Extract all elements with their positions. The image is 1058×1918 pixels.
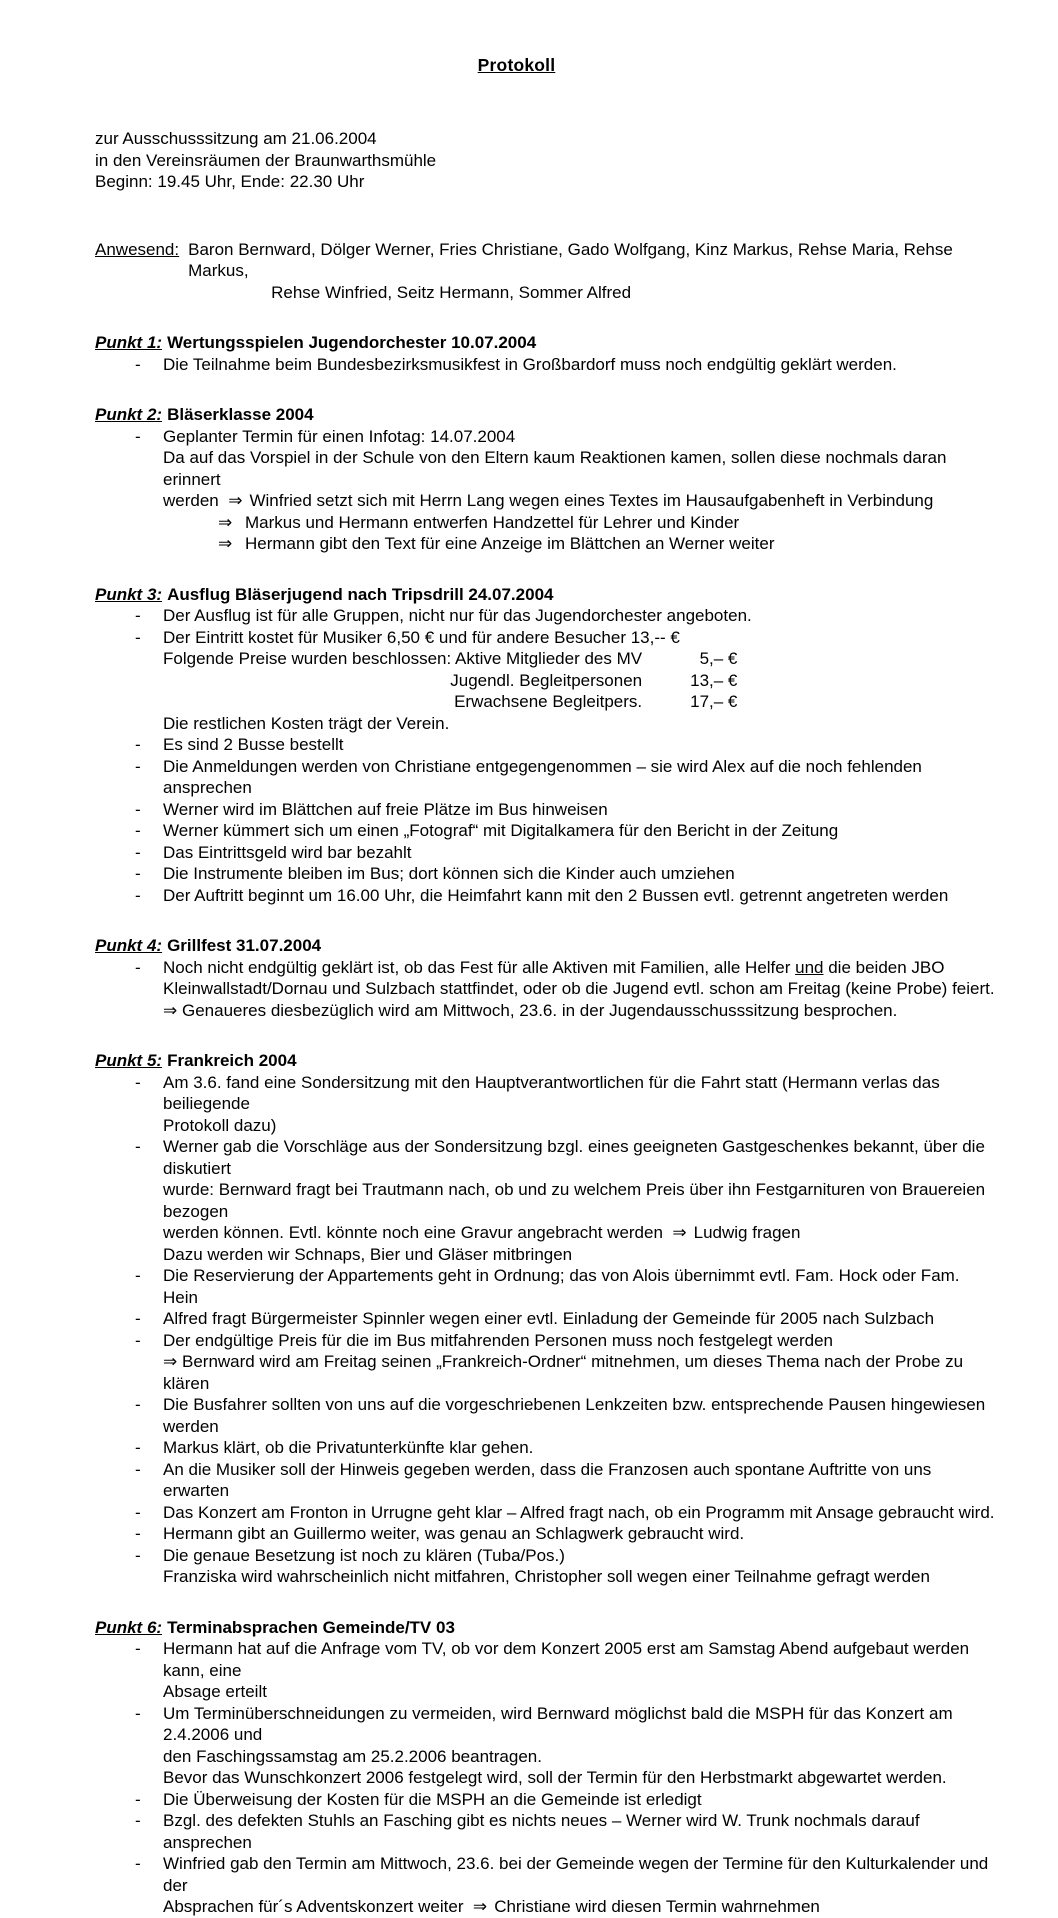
list-item-text: Der Ausflug ist für alle Gruppen, nicht nur für das Jugendorchester angeboten.	[163, 606, 752, 625]
page-title-text: Protokoll	[477, 55, 556, 75]
list-item	[95, 820, 998, 842]
arrow-text: Genaueres diesbezüglich wird am Mittwoch, 23.6. in der Jugendausschusssitzung besprochen.	[181, 1000, 898, 1020]
list-item-text: Werner gab die Vorschläge aus der Sondersitzung bzgl. eines geeigneten Gastgeschenkes bekannt, über die diskutiert	[163, 1137, 985, 1178]
list-item	[95, 354, 998, 376]
list-item-text: Die Teilnahme beim Bundesbezirksmusikfest in Großbardorf muss noch endgültig geklärt werden.	[163, 354, 897, 374]
list-item-continuation: Kleinwallstadt/Dornau und Sulzbach stattfindet, oder ob die Jugend evtl. schon am Freitag (keine Probe) feiert.	[163, 979, 995, 998]
list-item	[95, 605, 998, 627]
double-arrow-icon: ⇒	[218, 491, 243, 510]
section-punkt-label: Punkt 6:	[95, 1617, 163, 1637]
list-item	[95, 756, 998, 799]
list-item	[95, 1502, 998, 1524]
list-item-text: Der Eintritt kostet für Musiker 6,50 € und für andere Besucher 13,-- €	[163, 627, 680, 647]
price-lead-text: Folgende Preise wurden beschlossen:	[163, 649, 452, 668]
list-item-text: Das Eintrittsgeld wird bar bezahlt	[163, 842, 412, 862]
list-item	[95, 1459, 998, 1502]
arrow-item-text: Hermann gibt den Text für eine Anzeige im Blättchen an Werner weiter	[245, 534, 775, 553]
list-item	[95, 1136, 998, 1265]
list-item	[95, 627, 998, 735]
price-amount: 5,– €	[699, 649, 738, 668]
list-item	[95, 1545, 998, 1588]
list-item-text: Bzgl. des defekten Stuhls an Fasching gibt es nichts neues – Werner wird W. Trunk nochmals darauf ansprechen	[163, 1811, 920, 1852]
section-heading-text: Grillfest 31.07.2004	[167, 936, 322, 955]
list-item-text: Am 3.6. fand eine Sondersitzung mit den Hauptverantwortlichen für die Fahrt statt (Hermann verlas das beiliegende	[163, 1072, 940, 1113]
table-row	[163, 670, 737, 692]
section-items	[95, 605, 998, 906]
list-item-continuation: Franziska wird wahrscheinlich nicht mitfahren, Christopher soll wegen einer Teilnahme gefragt werden	[163, 1567, 930, 1586]
list-item-arrow-line	[163, 1351, 998, 1394]
list-item-arrow-line	[163, 490, 998, 512]
list-item	[95, 1810, 998, 1853]
list-item-text: Die Reservierung der Appartements geht in Ordnung; das von Alois übernimmt evtl. Fam. Hock oder Fam. Hein	[163, 1266, 960, 1307]
list-item	[95, 957, 998, 1022]
list-item	[95, 1072, 998, 1137]
section-items	[95, 1638, 998, 1918]
price-amount: 13,– €	[690, 670, 738, 690]
attendees-line-1: Baron Bernward, Dölger Werner, Fries Christiane, Gado Wolfgang, Kinz Markus, Rehse Maria, Rehse Markus,	[188, 239, 953, 280]
double-arrow-icon: ⇒	[163, 1000, 178, 1020]
attendees-line-2: Rehse Winfried, Seitz Hermann, Sommer Alfred	[271, 282, 632, 302]
section-punkt-1	[95, 332, 998, 375]
table-row	[163, 648, 737, 670]
list-item-text: Die Anmeldungen werden von Christiane entgegengenommen – sie wird Alex auf die noch fehlenden ansprechen	[163, 756, 922, 797]
section-punkt-label: Punkt 2:	[95, 405, 163, 424]
list-item-continuation-2: Dazu werden wir Schnaps, Bier und Gläser mitbringen	[163, 1244, 573, 1264]
list-item-text: Hermann gibt an Guillermo weiter, was genau an Schlagwerk gebraucht wird.	[163, 1524, 745, 1543]
price-amount: 17,– €	[690, 692, 738, 711]
section-heading-text: Frankreich 2004	[167, 1051, 297, 1070]
arrow-item	[95, 533, 998, 555]
section-heading	[95, 404, 998, 426]
list-item	[95, 734, 998, 756]
list-item-continuation: Die restlichen Kosten trägt der Verein.	[163, 713, 450, 733]
section-punkt-label: Punkt 4:	[95, 936, 163, 955]
list-item-arrow-line	[163, 1896, 998, 1918]
list-item-text: Die Überweisung der Kosten für die MSPH an die Gemeinde ist erledigt	[163, 1789, 702, 1809]
double-arrow-icon: ⇒	[463, 1897, 488, 1916]
section-punkt-6	[95, 1617, 998, 1918]
arrow-prefix-text: werden	[163, 491, 219, 510]
list-item-text: Alfred fragt Bürgermeister Spinnler wegen einer evtl. Einladung der Gemeinde für 2005 nach Sulzbach	[163, 1309, 935, 1328]
section-punkt-4	[95, 935, 998, 1021]
section-heading-text: Ausflug Bläserjugend nach Tripsdrill 24.07.2004	[167, 584, 554, 604]
list-item-text: Werner kümmert sich um einen „Fotograf“ mit Digitalkamera für den Bericht in der Zeitung	[163, 821, 839, 840]
list-item	[95, 1523, 998, 1545]
arrow-prefix-text: werden können. Evtl. könnte noch eine Gravur angebracht werden	[163, 1223, 663, 1242]
section-heading	[95, 1617, 998, 1639]
list-item	[95, 1638, 998, 1703]
list-item-text: Der Auftritt beginnt um 16.00 Uhr, die Heimfahrt kann mit den 2 Bussen evtl. getrennt angetreten werden	[163, 885, 949, 905]
list-item-continuation: wurde: Bernward fragt bei Trautmann nach, ob und zu welchem Preis über ihn Festgarnituren von Brauereien bezogen	[163, 1180, 986, 1221]
meeting-location: in den Vereinsräumen der Braunwarthsmühle	[95, 150, 437, 170]
list-item-text: Der endgültige Preis für die im Bus mitfahrenden Personen muss noch festgelegt werden	[163, 1330, 833, 1350]
attendees-label: Anwesend:	[95, 239, 180, 259]
list-item-arrow-line	[163, 1222, 998, 1244]
price-table	[163, 648, 737, 713]
section-heading-text: Bläserklasse 2004	[167, 405, 314, 424]
section-punkt-2	[95, 404, 998, 555]
section-heading	[95, 332, 998, 354]
arrow-text: Ludwig fragen	[693, 1223, 801, 1242]
section-punkt-label: Punkt 1:	[95, 333, 163, 352]
section-heading	[95, 1050, 998, 1072]
list-item	[95, 1789, 998, 1811]
list-item-text-post: die beiden JBO	[823, 957, 945, 977]
list-item-text: An die Musiker soll der Hinweis gegeben werden, dass die Franzosen auch spontane Auftritte von uns erwarten	[163, 1459, 932, 1500]
list-item	[95, 885, 998, 907]
price-label-cell	[163, 648, 642, 670]
list-item-continuation: Absage erteilt	[163, 1682, 267, 1701]
list-item	[95, 426, 998, 512]
list-item-text-pre: Noch nicht endgültig geklärt ist, ob das Fest für alle Aktiven mit Familien, alle Helfer	[163, 957, 796, 977]
list-item-continuation: den Faschingssamstag am 25.2.2006 beantragen.	[163, 1746, 542, 1766]
list-item-continuation: Protokoll dazu)	[163, 1115, 277, 1135]
list-item	[95, 842, 998, 864]
section-punkt-label: Punkt 3:	[95, 584, 163, 604]
table-row	[163, 691, 737, 713]
list-item-arrow-line	[163, 1000, 998, 1022]
list-item-text: Es sind 2 Busse bestellt	[163, 735, 344, 754]
attendees-block	[95, 239, 998, 304]
section-heading-text: Terminabsprachen Gemeinde/TV 03	[167, 1617, 455, 1637]
section-punkt-label: Punkt 5:	[95, 1051, 163, 1070]
section-items	[95, 1072, 998, 1588]
list-item-text: Das Konzert am Fronton in Urrugne geht klar – Alfred fragt nach, ob ein Programm mit Ansage gebraucht wird.	[163, 1502, 995, 1522]
list-item	[95, 799, 998, 821]
list-item-text: Die genaue Besetzung ist noch zu klären (Tuba/Pos.)	[163, 1545, 565, 1565]
list-item-text: Werner wird im Blättchen auf freie Plätze im Bus hinweisen	[163, 799, 608, 819]
meeting-time: Beginn: 19.45 Uhr, Ende: 22.30 Uhr	[95, 172, 365, 191]
list-item-text: Die Busfahrer sollten von uns auf die vorgeschriebenen Lenkzeiten bzw. entsprechende Pausen hingewiesen werden	[163, 1395, 986, 1436]
section-sub-arrows	[95, 512, 998, 555]
meeting-subject: zur Ausschusssitzung am 21.06.2004	[95, 129, 377, 148]
meeting-header	[95, 128, 998, 193]
list-item	[95, 1437, 998, 1459]
list-item-text: Geplanter Termin für einen Infotag: 14.07.2004	[163, 426, 516, 446]
price-label: Erwachsene Begleitpers.	[454, 692, 643, 711]
section-items	[95, 354, 998, 376]
list-item-text: Die Instrumente bleiben im Bus; dort können sich die Kinder auch umziehen	[163, 864, 735, 883]
arrow-item-text: Markus und Hermann entwerfen Handzettel für Lehrer und Kinder	[245, 512, 740, 532]
list-item-continuation: Da auf das Vorspiel in der Schule von den Eltern kaum Reaktionen kamen, sollen diese nochmals daran erinnert	[163, 448, 947, 489]
double-arrow-icon: ⇒	[163, 1352, 178, 1371]
arrow-text: Winfried setzt sich mit Herrn Lang wegen eines Textes im Hausaufgabenheft in Verbindung	[249, 491, 934, 510]
list-item-text: Hermann hat auf die Anfrage vom TV, ob vor dem Konzert 2005 erst am Samstag Abend aufgebaut werden kann, eine	[163, 1639, 970, 1680]
page-title	[95, 55, 998, 76]
section-punkt-3	[95, 584, 998, 907]
list-item	[95, 1308, 998, 1330]
section-punkt-5	[95, 1050, 998, 1588]
section-items	[95, 957, 998, 1022]
list-item-text: Markus klärt, ob die Privatunterkünfte klar gehen.	[163, 1438, 534, 1457]
arrow-text: Bernward wird am Freitag seinen „Frankreich-Ordner“ mitnehmen, um dieses Thema nach der Probe zu klären	[163, 1352, 964, 1393]
arrow-text: Christiane wird diesen Termin wahrnehmen	[494, 1897, 820, 1916]
arrow-item	[95, 512, 998, 534]
price-label: Jugendl. Begleitpersonen	[450, 670, 643, 690]
list-item-text: Um Terminüberschneidungen zu vermeiden, wird Bernward möglichst bald die MSPH für das Konzert am 2.4.2006 und	[163, 1703, 953, 1744]
section-items	[95, 426, 998, 512]
list-item-continuation-2: Bevor das Wunschkonzert 2006 festgelegt wird, soll der Termin für den Herbstmarkt abgewartet werden.	[163, 1768, 947, 1787]
double-arrow-icon: ⇒	[662, 1223, 687, 1242]
list-item	[95, 863, 998, 885]
list-item-text-underlined: und	[795, 957, 824, 977]
section-heading-text: Wertungsspielen Jugendorchester 10.07.2004	[167, 333, 537, 352]
arrow-prefix-text: Absprachen für´s Adventskonzert weiter	[163, 1897, 464, 1916]
list-item	[95, 1853, 998, 1918]
section-heading	[95, 584, 998, 606]
list-item	[95, 1330, 998, 1395]
list-item	[95, 1703, 998, 1789]
list-item	[95, 1394, 998, 1437]
price-label: Aktive Mitglieder des MV	[455, 649, 643, 668]
list-item-text: Winfried gab den Termin am Mittwoch, 23.6. bei der Gemeinde wegen der Termine für den Kulturkalender und der	[163, 1854, 989, 1895]
section-heading	[95, 935, 998, 957]
attendees-names	[188, 239, 998, 304]
list-item	[95, 1265, 998, 1308]
